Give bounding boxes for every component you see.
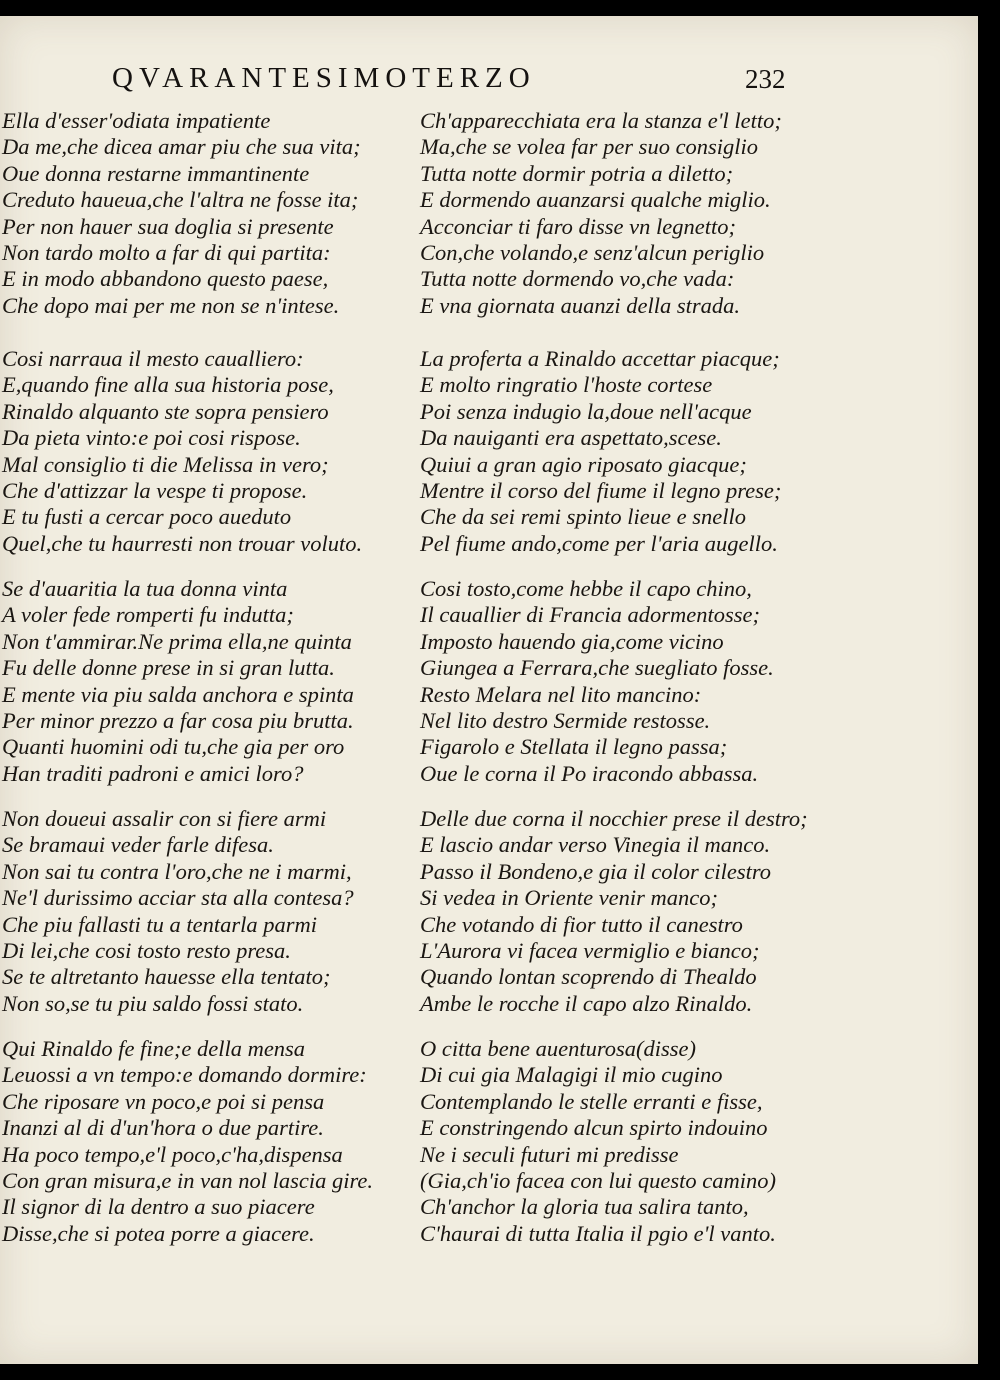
verse-line: Oue le corna il Po iracondo abbassa.: [420, 760, 759, 786]
verse-line: Oue donna restarne immantinente: [2, 160, 310, 186]
verse-line: Acconciar ti faro disse vn legnetto;: [420, 213, 736, 239]
verse-line: Rinaldo alquanto ste sopra pensiero: [2, 398, 329, 424]
verse-line: Passo il Bondeno,e gia il color cilestro: [420, 858, 772, 884]
verse-line: Ch'apparecchiata era la stanza e'l letto;: [420, 108, 782, 133]
verse-line: Quando lontan scoprendo di Thealdo: [420, 964, 757, 990]
verse-line: Non doueui assalir con si fiere armi: [2, 806, 327, 831]
verse-line: Che piu fallasti tu a tentarla parmi: [2, 911, 318, 937]
verse-line: Che da sei remi spinto lieue e snello: [420, 504, 746, 530]
verse-line: E dormendo auanzarsi qualche miglio.: [420, 187, 771, 213]
verse-line: Con,che volando,e senz'alcun periglio: [420, 239, 765, 265]
verse-line: Pel fiume ando,come per l'aria augello.: [420, 530, 778, 556]
verse-line: C'haurai di tutta Italia il pgio e'l vanto.: [420, 1220, 776, 1246]
verse-line: E lascio andar verso Vinegia il manco.: [420, 832, 771, 858]
stanza: [2, 1036, 432, 1247]
stanza: [420, 108, 850, 319]
verse-line: Con gran misura,e in van nol lascia gire.: [2, 1167, 374, 1193]
verse-line: Giungea a Ferrara,che suegliato fosse.: [420, 655, 774, 681]
verse-line: Quel,che tu haurresti non trouar voluto.: [2, 530, 363, 556]
stanza: [420, 576, 850, 787]
verse-line: L'Aurora vi facea vermiglio e bianco;: [420, 937, 760, 963]
verse-line: E vna giornata auanzi della strada.: [420, 292, 740, 318]
verse-line: Ma,che se volea far per suo consiglio: [420, 134, 759, 160]
verse-line: La proferta a Rinaldo accettar piacque;: [420, 346, 780, 371]
verse-line: Non tardo molto a far di qui partita:: [2, 239, 331, 265]
verse-line: Quiui a gran agio riposato giacque;: [420, 451, 747, 477]
verse-line: Contemplando le stelle erranti e fisse,: [420, 1088, 763, 1114]
verse-line: Creduto haueua,che l'altra ne fosse ita;: [2, 187, 359, 213]
verse-line: E mente via piu salda anchora e spinta: [2, 681, 354, 707]
verse-line: E molto ringratio l'hoste cortese: [420, 372, 713, 398]
verse-line: Disse,che si potea porre a giacere.: [2, 1220, 315, 1246]
verse-line: Inanzi al di d'un'hora o due partire.: [2, 1115, 324, 1141]
verse-line: Se te altretanto hauesse ella tentato;: [2, 964, 331, 990]
stanza: [2, 108, 432, 319]
verse-line: Di cui gia Malagigi il mio cugino: [420, 1062, 723, 1088]
verse-line: Per minor prezzo a far cosa piu brutta.: [2, 707, 354, 733]
verse-line: Mal consiglio ti die Melissa in vero;: [2, 451, 329, 477]
book-page: [0, 16, 978, 1364]
verse-line: Ne i seculi futuri mi predisse: [420, 1141, 679, 1167]
verse-line: Ne'l durissimo acciar sta alla contesa?: [2, 885, 354, 911]
verse-line: Il signor di la dentro a suo piacere: [2, 1194, 315, 1220]
running-title: QVARANTESIMOTERZO: [112, 62, 536, 94]
stanza: [420, 346, 850, 557]
running-head: [0, 62, 978, 102]
verse-line: Imposto hauendo gia,come vicino: [420, 628, 724, 654]
verse-line: Da nauiganti era aspettato,scese.: [420, 425, 722, 451]
verse-line: Tutta notte dormir potria a diletto;: [420, 160, 734, 186]
verse-line: E,quando fine alla sua historia pose,: [2, 372, 334, 398]
verse-line: Delle due corna il nocchier prese il destro;: [420, 806, 808, 831]
stanza: [2, 346, 432, 557]
stanza: [2, 576, 432, 787]
verse-line: Fu delle donne prese in si gran lutta.: [2, 655, 335, 681]
verse-line: Quanti huomini odi tu,che gia per oro: [2, 734, 345, 760]
verse-line: Ambe le rocche il capo alzo Rinaldo.: [420, 990, 753, 1016]
verse-line: Ha poco tempo,e'l poco,c'ha,dispensa: [2, 1141, 343, 1167]
verse-line: Figarolo e Stellata il legno passa;: [420, 734, 728, 760]
verse-line: Han traditi padroni e amici loro?: [2, 760, 304, 786]
verse-line: Poi senza indugio la,doue nell'acque: [420, 398, 752, 424]
verse-line: Nel lito destro Sermide restosse.: [420, 707, 711, 733]
verse-line: Resto Melara nel lito mancino:: [420, 681, 702, 707]
verse-line: Non t'ammirar.Ne prima ella,ne quinta: [2, 628, 352, 654]
verse-line: Il cauallier di Francia adormentosse;: [420, 602, 760, 628]
verse-line: E in modo abbandono questo paese,: [2, 266, 329, 292]
verse-line: (Gia,ch'io facea con lui questo camino): [420, 1167, 776, 1193]
verse-line: Leuossi a vn tempo:e domando dormire:: [2, 1062, 367, 1088]
stanza: [2, 806, 432, 1017]
verse-line: Qui Rinaldo fe fine;e della mensa: [2, 1036, 306, 1061]
verse-line: Da pieta vinto:e poi cosi rispose.: [2, 425, 301, 451]
verse-line: E tu fusti a cercar poco aueduto: [2, 504, 292, 530]
verse-line: Cosi narraua il mesto caualliero:: [2, 346, 304, 371]
verse-line: Non so,se tu piu saldo fossi stato.: [2, 990, 304, 1016]
verse-line: Per non hauer sua doglia si presente: [2, 213, 334, 239]
verse-line: Che riposare vn poco,e poi si pensa: [2, 1088, 325, 1114]
verse-line: Mentre il corso del fiume il legno prese;: [420, 477, 782, 503]
verse-line: Tutta notte dormendo vo,che vada:: [420, 266, 735, 292]
verse-line: Che d'attizzar la vespe ti propose.: [2, 477, 308, 503]
verse-line: Di lei,che cosi tosto resto presa.: [2, 937, 291, 963]
verse-line: E constringendo alcun spirto indouino: [420, 1115, 768, 1141]
verse-line: Se bramaui veder farle difesa.: [2, 832, 274, 858]
page-number: 232: [745, 64, 786, 94]
verse-line: Non sai tu contra l'oro,che ne i marmi,: [2, 858, 352, 884]
stanza: [420, 806, 850, 1017]
verse-line: O citta bene auenturosa(disse): [420, 1036, 696, 1061]
verse-line: Se d'auaritia la tua donna vinta: [2, 576, 288, 601]
verse-line: Che dopo mai per me non se n'intese.: [2, 292, 340, 318]
verse-line: Cosi tosto,come hebbe il capo chino,: [420, 576, 752, 601]
verse-line: A voler fede romperti fu indutta;: [2, 602, 294, 628]
verse-line: Ella d'esser'odiata impatiente: [2, 108, 271, 133]
stanza: [420, 1036, 850, 1247]
verse-line: Che votando di fior tutto il canestro: [420, 911, 743, 937]
verse-line: Si vedea in Oriente venir manco;: [420, 885, 719, 911]
verse-line: Ch'anchor la gloria tua salira tanto,: [420, 1194, 749, 1220]
verse-line: Da me,che dicea amar piu che sua vita;: [2, 134, 361, 160]
